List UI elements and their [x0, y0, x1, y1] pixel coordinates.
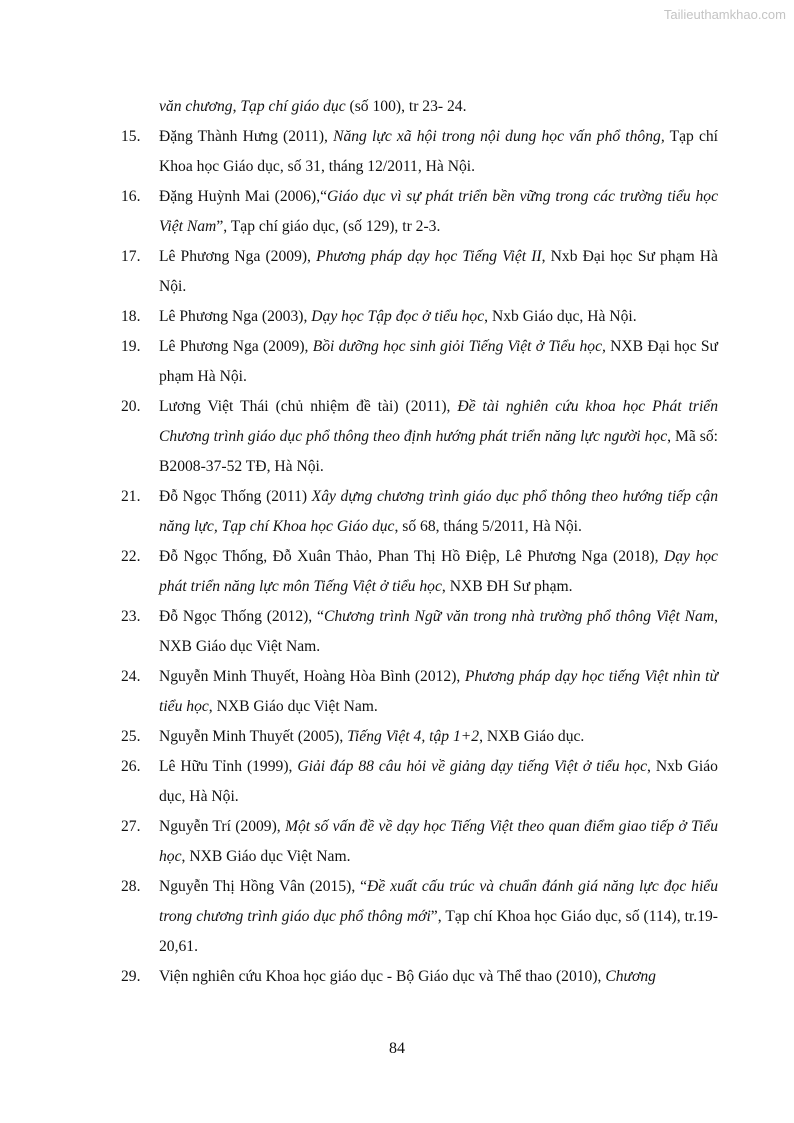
reference-title-italic: Bồi dưỡng học sinh giỏi Tiếng Việt ở Tiểu học, — [312, 338, 606, 355]
reference-item — [0, 542, 794, 602]
reference-text-segment: Đỗ Ngọc Thống (2011) — [159, 488, 312, 505]
reference-text-segment: Nguyễn Trí (2009), — [159, 818, 285, 835]
reference-number: 27. — [121, 818, 141, 835]
reference-number: 25. — [121, 728, 141, 745]
reference-text-segment: Đỗ Ngọc Thống, Đỗ Xuân Thảo, Phan Thị Hồ Điệp, Lê Phương Nga (2018), — [159, 548, 664, 565]
reference-item — [0, 392, 794, 482]
reference-item — [0, 752, 794, 812]
reference-text-segment: , NXB Giáo dục. — [479, 728, 585, 745]
reference-title-italic: Tạp chí giáo dục — [240, 98, 346, 115]
reference-title-italic: Chương trình Ngữ văn trong nhà trường phổ thông Việt Nam — [323, 608, 715, 625]
reference-text-segment: Đỗ Ngọc Thống (2012), “ — [159, 608, 324, 625]
reference-title-italic: Tiếng Việt 4, tập 1+2 — [347, 728, 480, 745]
reference-number: 23. — [121, 608, 141, 625]
reference-number: 26. — [121, 758, 141, 775]
reference-text-segment: Lê Phương Nga (2009), — [159, 248, 317, 265]
reference-item — [0, 302, 794, 332]
reference-number: 28. — [121, 878, 141, 895]
reference-item — [0, 182, 794, 242]
reference-text-segment: Tạp chí Khoa học Giáo dục, số 31, tháng 12/2011, Hà Nội. — [159, 128, 719, 175]
reference-text — [159, 602, 718, 662]
reference-text-segment: Nguyễn Minh Thuyết (2005), — [159, 728, 348, 745]
reference-text-segment: Nguyễn Thị Hồng Vân (2015), “ — [159, 878, 368, 895]
reference-text-segment: , Mã số: B2008-37-52 TĐ, Hà Nội. — [159, 428, 718, 475]
reference-text — [159, 962, 718, 992]
reference-item — [0, 122, 794, 182]
reference-text-segment: , Nxb Đại học Sư phạm Hà Nội. — [159, 248, 718, 295]
reference-title-italic: văn chương — [159, 98, 233, 115]
reference-text-segment: NXB Đại học Sư phạm Hà Nội. — [159, 338, 719, 385]
reference-text-segment: Nguyễn Minh Thuyết, Hoàng Hòa Bình (2012), — [159, 668, 465, 685]
reference-text-segment: , NXB Giáo dục Việt Nam. — [159, 608, 718, 655]
reference-text — [159, 482, 718, 542]
reference-title-italic: Chương — [605, 968, 656, 985]
reference-number: 19. — [121, 338, 141, 355]
reference-text-segment: , NXB Giáo dục Việt Nam. — [181, 848, 351, 865]
reference-title-italic: Xây dựng chương trình giáo dục phổ thông theo hướng tiếp cận năng lực, Tạp chí Khoa học Giáo dục — [159, 488, 718, 535]
reference-text-segment: , số 68, tháng 5/2011, Hà Nội. — [394, 518, 582, 535]
reference-title-italic: Phương pháp dạy học tiếng Việt nhìn từ tiểu học — [159, 668, 718, 715]
reference-list — [0, 92, 794, 992]
reference-title-italic: Năng lực xã hội trong nội dung học vấn phổ thông, — [333, 128, 665, 145]
reference-title-italic: Phương pháp dạy học Tiếng Việt II — [316, 248, 542, 265]
reference-text-segment: (số 100), tr 23- 24. — [345, 98, 467, 115]
reference-text-segment: Lương Việt Thái (chủ nhiệm đề tài) (2011), — [159, 398, 458, 415]
reference-text — [159, 722, 718, 752]
reference-item — [0, 482, 794, 542]
reference-item — [0, 662, 794, 722]
reference-text — [159, 332, 718, 392]
reference-item — [0, 722, 794, 752]
reference-text-segment: ”, Tạp chí giáo dục, (số 129), tr 2-3. — [216, 218, 441, 235]
reference-text-segment: ”, Tạp chí Khoa học Giáo dục, số (114), tr.19-20,61. — [159, 908, 718, 955]
reference-text-segment: , NXB Giáo dục Việt Nam. — [208, 698, 378, 715]
reference-item — [0, 92, 794, 122]
reference-number: 22. — [121, 548, 141, 565]
reference-text — [159, 92, 718, 122]
reference-text-segment: , Nxb Giáo dục, Hà Nội. — [159, 758, 718, 805]
reference-item — [0, 602, 794, 662]
reference-text — [159, 812, 718, 872]
reference-item — [0, 332, 794, 392]
reference-text-segment: Lê Phương Nga (2003), — [159, 308, 312, 325]
reference-title-italic: Giải đáp 88 câu hỏi về giảng dạy tiếng Việt ở tiểu học — [297, 758, 648, 775]
reference-text — [159, 302, 718, 332]
reference-text-segment: , Nxb Giáo dục, Hà Nội. — [484, 308, 637, 325]
reference-title-italic: Đề tài nghiên cứu khoa học Phát triển Chương trình giáo dục phổ thông theo định hướng phát triển năng lực người học — [159, 398, 718, 445]
reference-title-italic: Một số vấn đề về dạy học Tiếng Việt theo quan điểm giao tiếp ở Tiểu học — [159, 818, 718, 865]
reference-text — [159, 872, 718, 962]
reference-text — [159, 392, 718, 482]
reference-item — [0, 872, 794, 962]
reference-text-segment: Lê Hữu Tỉnh (1999), — [159, 758, 298, 775]
reference-title-italic: Dạy học phát triển năng lực môn Tiếng Việt ở tiểu học — [159, 548, 718, 595]
reference-title-italic: Dạy học Tập đọc ở tiểu học — [311, 308, 485, 325]
reference-number: 29. — [121, 968, 141, 985]
reference-number: 21. — [121, 488, 141, 505]
reference-number: 17. — [121, 248, 141, 265]
reference-text-segment: Lê Phương Nga (2009), — [159, 338, 313, 355]
reference-text — [159, 662, 718, 722]
reference-text-segment: Viện nghiên cứu Khoa học giáo dục - Bộ Giáo dục và Thể thao (2010), — [159, 968, 606, 985]
reference-item — [0, 242, 794, 302]
reference-text — [159, 182, 718, 242]
reference-title-italic: Giáo dục vì sự phát triển bền vững trong các trường tiểu học Việt Nam — [159, 188, 718, 235]
reference-text-segment: , — [232, 98, 241, 115]
reference-text — [159, 542, 718, 602]
reference-number: 20. — [121, 398, 141, 415]
reference-text-segment: Đặng Huỳnh Mai (2006),“ — [159, 188, 328, 205]
reference-number: 24. — [121, 668, 141, 685]
reference-number: 16. — [121, 188, 141, 205]
reference-text — [159, 752, 718, 812]
reference-text — [159, 242, 718, 302]
reference-title-italic: Đề xuất cấu trúc và chuẩn đánh giá năng lực đọc hiểu trong chương trình giáo dục phổ thông mới — [159, 878, 718, 925]
reference-number: 15. — [121, 128, 141, 145]
reference-item — [0, 812, 794, 872]
reference-text — [159, 122, 718, 182]
reference-text-segment: , NXB ĐH Sư phạm. — [441, 578, 573, 595]
reference-text-segment: Đặng Thành Hưng (2011), — [159, 128, 334, 145]
watermark: Tailieuthamkhao.com — [663, 7, 786, 22]
reference-item — [0, 962, 794, 992]
reference-number: 18. — [121, 308, 141, 325]
page-number: 84 — [389, 1040, 405, 1057]
